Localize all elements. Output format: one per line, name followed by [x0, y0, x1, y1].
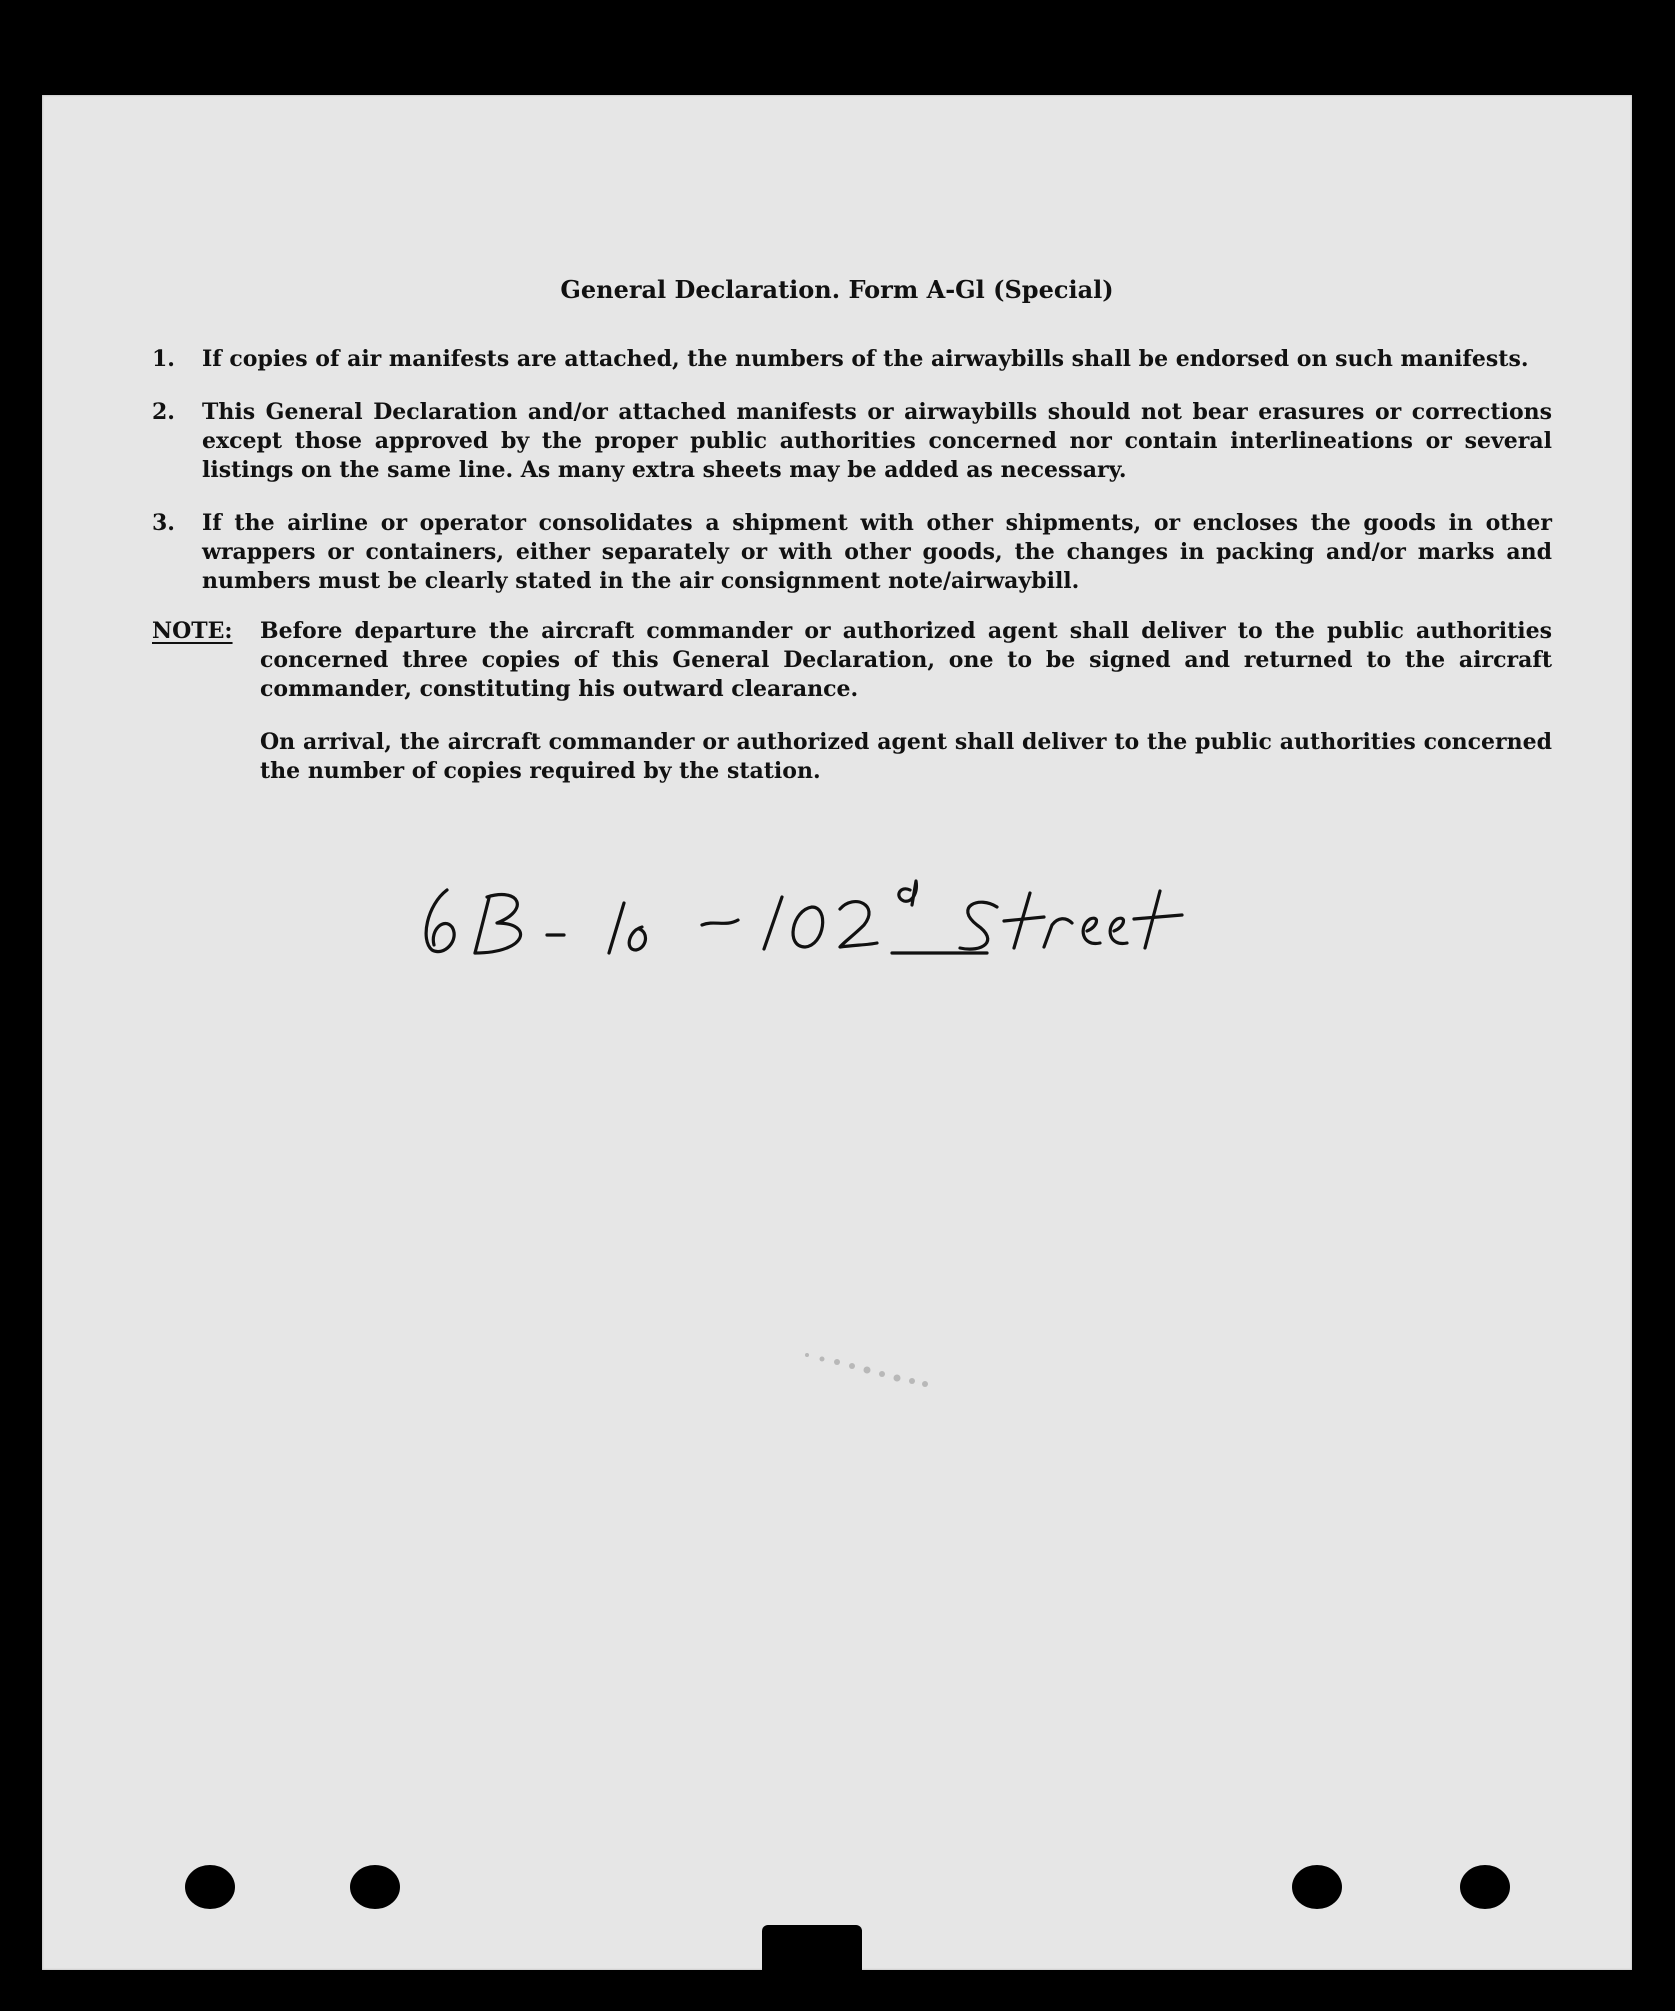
handwritten-address	[42, 835, 1632, 975]
punch-hole	[185, 1865, 235, 1909]
document-page	[42, 95, 1632, 1970]
list-item-number: 1.	[152, 346, 175, 372]
stamp-smudge	[797, 1350, 947, 1390]
binding-tab	[762, 1925, 862, 1970]
document-title: General Declaration. Form A-Gl (Special)	[560, 275, 1114, 304]
note-label: NOTE:	[152, 618, 233, 644]
note-paragraph: Before departure the aircraft commander or authorized agent shall deliver to the public authorities concerned three copies of this General Declaration, one to be signed and returned to the aircraft commander, constituting his outward clearance.	[260, 618, 1552, 702]
punch-hole	[1292, 1865, 1342, 1909]
punch-hole	[1460, 1865, 1510, 1909]
punch-hole	[350, 1865, 400, 1909]
list-item-text: If the airline or operator consolidates a shipment with other shipments, or encloses the goods in other wrappers or containers, either separately or with other goods, the changes in packing and/or marks and numbers must be clearly stated in the air consignment note/airwaybill.	[202, 510, 1552, 594]
list-item	[152, 398, 1552, 485]
list-item	[152, 509, 1552, 596]
list-item-number: 3.	[152, 510, 175, 536]
note-section	[152, 617, 1552, 786]
list-item	[152, 345, 1552, 374]
list-item-text: This General Declaration and/or attached manifests or airwaybills should not bear erasures or corrections except those approved by the proper public authorities concerned nor contain interlineations or several listings on the same line. As many extra sheets may be added as necessary.	[202, 399, 1552, 483]
list-item-number: 2.	[152, 399, 175, 425]
list-item-text: If copies of air manifests are attached, the numbers of the airwaybills shall be endorsed on such manifests.	[202, 346, 1529, 372]
note-paragraph: On arrival, the aircraft commander or authorized agent shall deliver to the public authorities concerned the number of copies required by the station.	[260, 729, 1552, 784]
